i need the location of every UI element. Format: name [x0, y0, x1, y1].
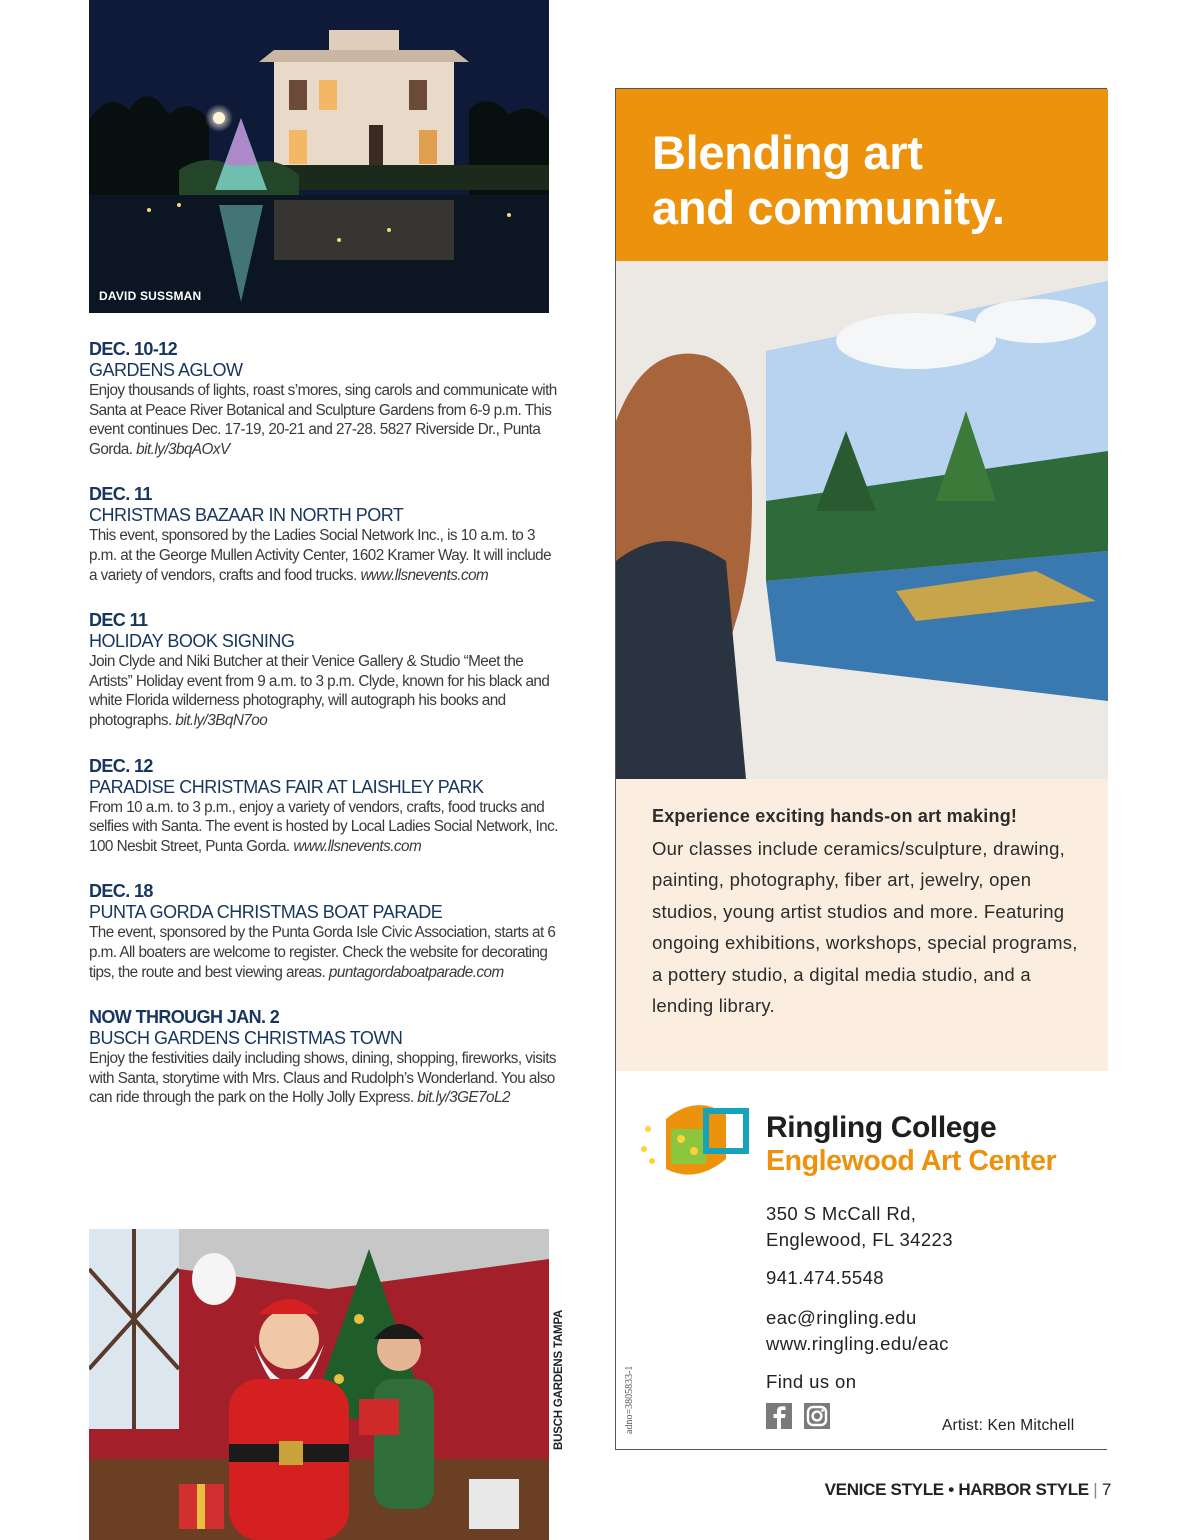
event-link[interactable]: bit.ly/3GE7oL2 [417, 1089, 510, 1107]
artist-credit: Artist: Ken Mitchell [942, 1417, 1075, 1434]
ad-header [616, 89, 1108, 261]
address-line: 350 S McCall Rd, [766, 1203, 917, 1224]
event-link[interactable]: www.llsnevents.com [293, 837, 422, 855]
event-item [89, 1006, 559, 1108]
woman-viewing-painting-image [616, 261, 1108, 779]
event-title: GARDENS AGLOW [89, 360, 243, 380]
event-listings [89, 338, 559, 1132]
event-date: DEC. 11 [89, 484, 152, 505]
social-links [766, 1403, 838, 1429]
facebook-icon[interactable] [766, 1403, 792, 1429]
event-item [89, 483, 559, 585]
event-title: HOLIDAY BOOK SIGNING [89, 631, 295, 652]
event-title: CHRISTMAS BAZAAR IN NORTH PORT [89, 505, 404, 526]
event-description [89, 923, 559, 982]
event-date: DEC. 18 [89, 881, 153, 902]
ad-copy-lead: Experience exciting hands-on art making! [652, 806, 1018, 826]
photo-credit: DAVID SUSSMAN [99, 289, 202, 303]
event-link[interactable]: puntagordaboatparade.com [328, 963, 504, 981]
ad-headline-line: Blending art [652, 126, 923, 179]
gardens-aglow-photo [89, 0, 549, 313]
event-title: PARADISE CHRISTMAS FAIR AT LAISHLEY PARK [89, 776, 484, 797]
logo-text-center: Englewood Art Center [766, 1145, 1057, 1177]
event-title: PUNTA GORDA CHRISTMAS BOAT PARADE [89, 902, 443, 923]
ad-copy [616, 779, 1108, 1071]
event-body-text: Enjoy thousands of lights, roast s’mores, sing carols and communicate with Santa at Peace River Botanical and Sculpture Gardens from 6-9 p.m. This event continues Dec. 17-19, 20-21 and 27-28. 5827 Riverside Dr., Punta Gorda. [89, 382, 557, 458]
event-body-text: Enjoy the festivities daily including shows, dining, shopping, fireworks, visits with Santa, storytime with Mrs. Claus and Rudolph’s Wonderland. You also can ride through the park on the Holly Jolly Express. [89, 1050, 556, 1107]
ad-email[interactable]: eac@ringling.edu [766, 1307, 917, 1328]
ad-phone[interactable]: 941.474.5548 [766, 1267, 884, 1288]
event-link[interactable]: www.llsnevents.com [360, 566, 489, 584]
folio-separator: | [1093, 1480, 1098, 1499]
event-body-text: From 10 a.m. to 3 p.m., enjoy a variety of vendors, crafts, food trucks and selfies with Santa. The event is hosted by Local Ladies Social Network, Inc. 100 Nesbit Street, Punta Gorda. [89, 798, 558, 855]
ringling-ad [615, 88, 1107, 1450]
ad-web-contact [766, 1305, 949, 1356]
night-mansion-image [89, 0, 549, 313]
event-item [89, 880, 559, 982]
ad-website[interactable]: www.ringling.edu/eac [766, 1332, 949, 1354]
event-body-text: This event, sponsored by the Ladies Social Network Inc., is 10 a.m. to 3 p.m. at the George Mullen Activity Center, 1602 Kramer Way. It will include a variety of vendors, crafts and food trucks. [89, 527, 552, 584]
santa-photo [89, 1229, 549, 1540]
event-item [89, 755, 559, 857]
logo-text-college: Ringling College [766, 1111, 997, 1144]
event-description [89, 526, 559, 585]
event-date: DEC. 10-12 [89, 339, 178, 359]
instagram-icon[interactable] [804, 1403, 830, 1429]
ad-address [766, 1201, 953, 1252]
address-line: Englewood, FL 34223 [766, 1228, 953, 1250]
event-description [89, 652, 559, 730]
event-description [89, 1049, 559, 1108]
event-link[interactable]: bit.ly/3BqN7oo [175, 711, 268, 729]
event-body-text: The event, sponsored by the Punta Gorda Isle Civic Association, starts at 6 p.m. All boaters are welcome to register. Check the website for decorating tips, the route and best viewing areas. [89, 924, 556, 981]
event-description [89, 798, 559, 857]
publication-name: VENICE STYLE • HARBOR STYLE [824, 1480, 1089, 1499]
event-description [89, 381, 559, 459]
page-folio [825, 1480, 1111, 1500]
santa-and-elf-image [89, 1229, 549, 1540]
event-item [89, 609, 559, 730]
event-link[interactable]: bit.ly/3bqAOxV [136, 440, 230, 458]
ringling-logo [636, 1099, 1076, 1189]
ringling-logo-icon [636, 1099, 756, 1189]
find-us-label: Find us on [766, 1371, 857, 1392]
page-number: 7 [1101, 1480, 1111, 1499]
ad-number: adno=3805833-1 [624, 1365, 635, 1434]
ad-headline [652, 125, 1082, 235]
event-body-text: Join Clyde and Niki Butcher at their Venice Gallery & Studio “Meet the Artists” Holiday event from 9 a.m. to 3 p.m. Clyde, known for his black and white Florida wilderness photography, will autograph his books and photographs. [89, 653, 550, 729]
ad-copy-body: Our classes include ceramics/sculpture, drawing, painting, photography, fiber art, jewelry, open studios, young artist studios and more. Featuring ongoing exhibitions, workshops, special programs, a pottery studio, a digital media studio, and a lending library. [652, 837, 1078, 1016]
event-item [89, 338, 559, 459]
ad-headline-line: and community. [652, 181, 1005, 234]
event-date: NOW THROUGH JAN. 2 [89, 1007, 280, 1028]
event-date: DEC 11 [89, 610, 148, 631]
event-title: BUSCH GARDENS CHRISTMAS TOWN [89, 1028, 403, 1049]
ad-photo [616, 261, 1108, 779]
event-date: DEC. 12 [89, 755, 153, 776]
photo-credit: BUSCH GARDENS TAMPA [553, 1309, 565, 1450]
